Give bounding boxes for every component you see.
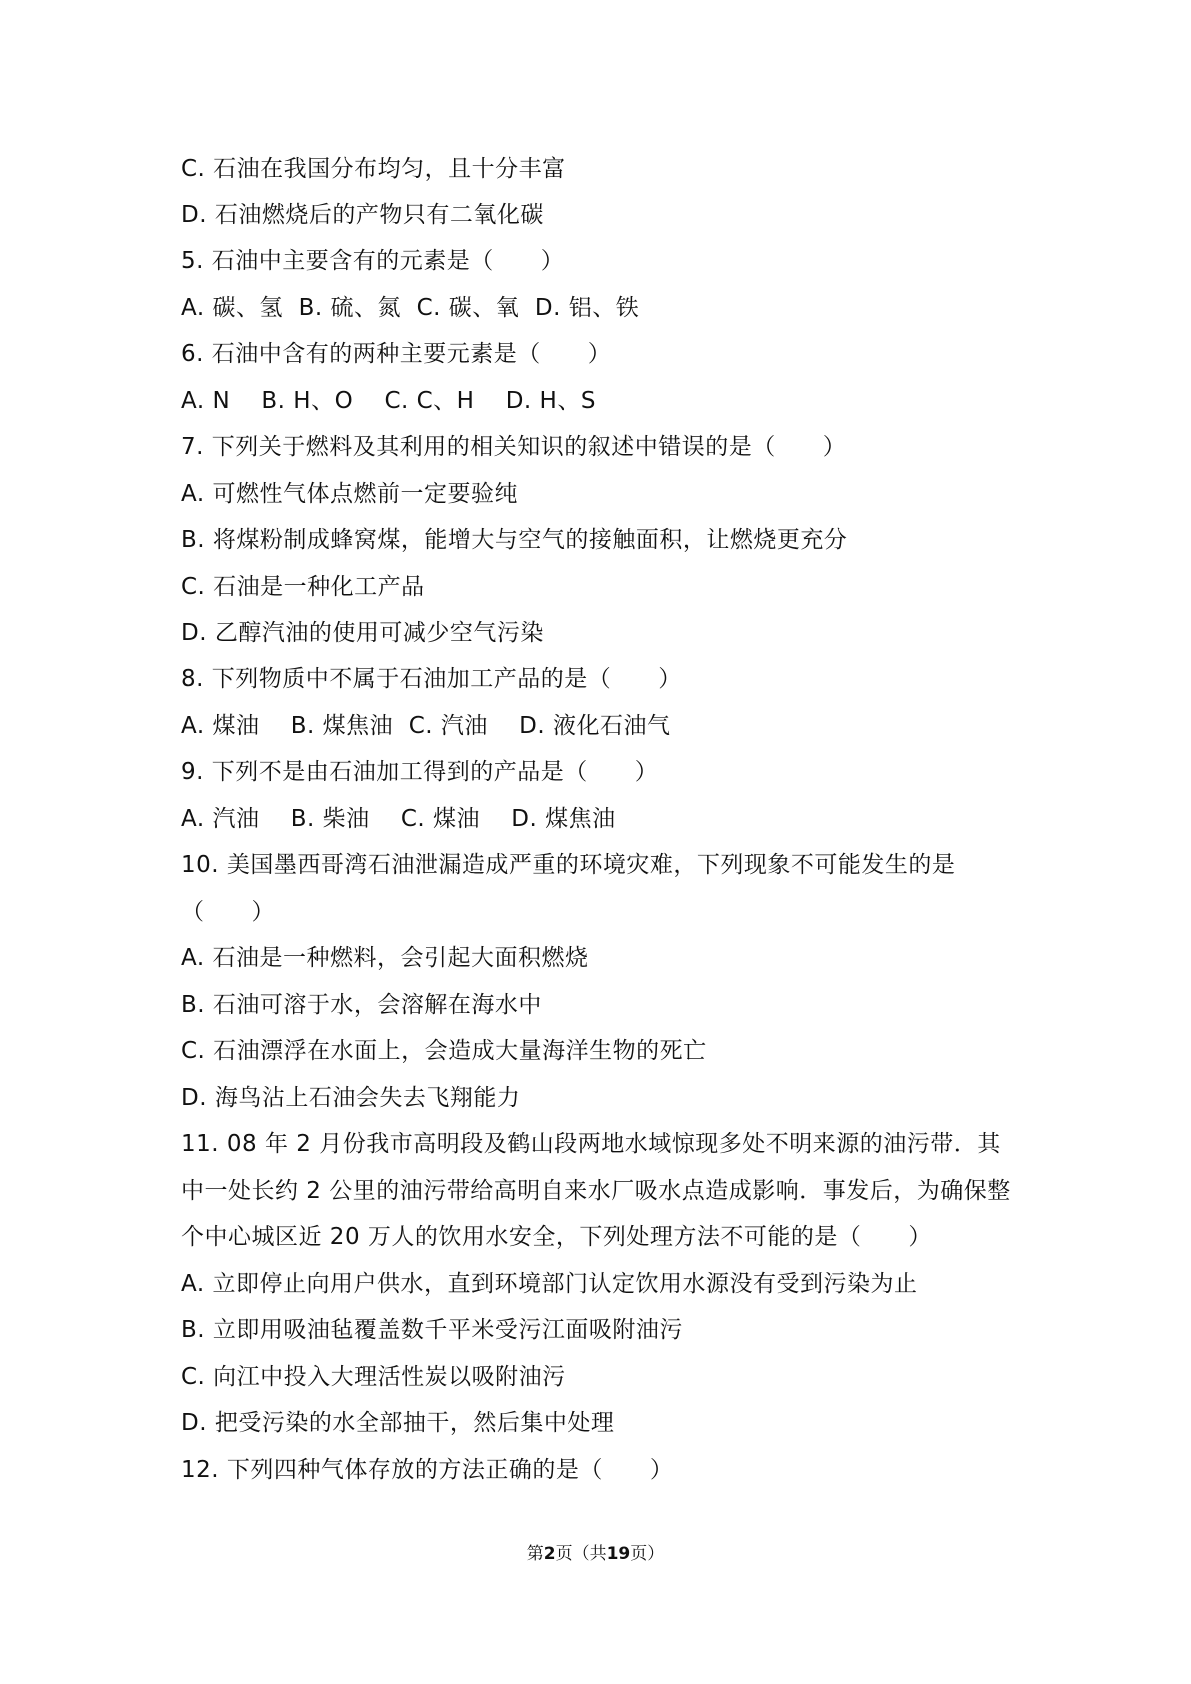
option-c-q7: C. 石油是一种化工产品 <box>181 574 425 600</box>
option-c-q11: C. 向江中投入大理活性炭以吸附油污 <box>181 1364 566 1390</box>
option-b-q10: B. 石油可溶于水，会溶解在海水中 <box>181 992 542 1018</box>
question-10-blank: （ ） <box>181 899 275 925</box>
question-11-line-1: 11. 08 年 2 月份我市高明段及鹤山段两地水域惊现多处不明来源的油污带．其 <box>181 1131 1001 1157</box>
option-a-q11: A. 立即停止向用户供水，直到环境部门认定饮用水源没有受到污染为止 <box>181 1271 918 1297</box>
option-d-q7: D. 乙醇汽油的使用可减少空气污染 <box>181 620 544 646</box>
question-9: 9. 下列不是由石油加工得到的产品是（ ） <box>181 759 659 785</box>
options-q9: A. 汽油 B. 柴油 C. 煤油 D. 煤焦油 <box>181 806 616 832</box>
options-q5: A. 碳、氢 B. 硫、氮 C. 碳、氧 D. 铝、铁 <box>181 295 640 321</box>
footer-prefix: 第 <box>526 1544 544 1564</box>
question-10: 10. 美国墨西哥湾石油泄漏造成严重的环境灾难，下列现象不可能发生的是 <box>181 852 956 878</box>
options-q8: A. 煤油 B. 煤焦油 C. 汽油 D. 液化石油气 <box>181 713 671 739</box>
option-b-q11: B. 立即用吸油毡覆盖数千平米受污江面吸附油污 <box>181 1317 683 1343</box>
question-11-line-3: 个中心城区近 20 万人的饮用水安全，下列处理方法不可能的是（ ） <box>181 1224 932 1250</box>
footer-middle: 页（共 <box>555 1544 607 1564</box>
question-8: 8. 下列物质中不属于石油加工产品的是（ ） <box>181 666 682 692</box>
options-q6: A. N B. H、O C. C、H D. H、S <box>181 388 596 414</box>
footer-suffix: 页） <box>630 1544 665 1564</box>
question-12: 12. 下列四种气体存放的方法正确的是（ ） <box>181 1457 674 1483</box>
question-11-line-2: 中一处长约 2 公里的油污带给高明自来水厂吸水点造成影响．事发后，为确保整 <box>181 1178 1011 1204</box>
question-5: 5. 石油中主要含有的元素是（ ） <box>181 248 565 274</box>
option-c-q10: C. 石油漂浮在水面上，会造成大量海洋生物的死亡 <box>181 1038 707 1064</box>
footer-page-number: 2 <box>543 1544 556 1564</box>
option-a-q7: A. 可燃性气体点燃前一定要验纯 <box>181 481 518 507</box>
page-footer <box>0 1543 1191 1565</box>
option-d-q4: D. 石油燃烧后的产物只有二氧化碳 <box>181 202 544 228</box>
option-d-q11: D. 把受污染的水全部抽干，然后集中处理 <box>181 1410 615 1436</box>
question-7: 7. 下列关于燃料及其利用的相关知识的叙述中错误的是（ ） <box>181 434 847 460</box>
question-6: 6. 石油中含有的两种主要元素是（ ） <box>181 341 612 367</box>
option-d-q10: D. 海鸟沾上石油会失去飞翔能力 <box>181 1085 521 1111</box>
option-c-q4: C. 石油在我国分布均匀，且十分丰富 <box>181 156 566 182</box>
footer-total-pages: 19 <box>606 1544 631 1564</box>
option-a-q10: A. 石油是一种燃料，会引起大面积燃烧 <box>181 945 589 971</box>
option-b-q7: B. 将煤粉制成蜂窝煤，能增大与空气的接触面积，让燃烧更充分 <box>181 527 848 553</box>
